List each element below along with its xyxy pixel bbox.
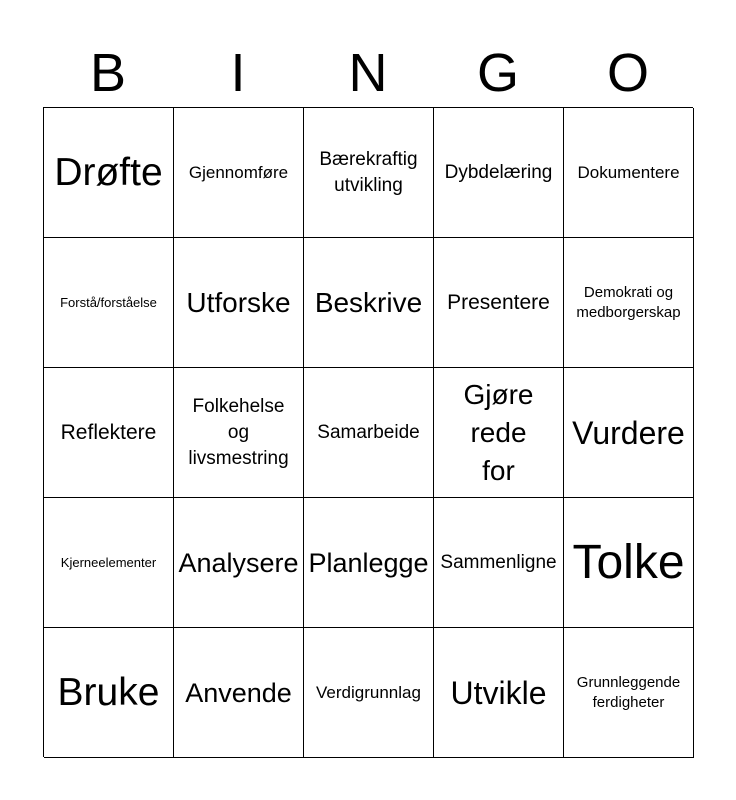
bingo-cell: Tolke xyxy=(564,498,694,628)
bingo-cell: Kjerneelementer xyxy=(44,498,174,628)
bingo-cell: Drøfte xyxy=(44,108,174,238)
bingo-cell: Beskrive xyxy=(304,238,434,368)
bingo-cell: Dybdelæring xyxy=(434,108,564,238)
bingo-cell: Planlegge xyxy=(304,498,434,628)
header-letter-b: B xyxy=(89,43,127,103)
bingo-cell: Gjennomføre xyxy=(174,108,304,238)
header-letter-o: O xyxy=(606,43,649,103)
header-letter-n: N xyxy=(348,43,388,103)
bingo-cell: Grunnleggende ferdigheter xyxy=(564,628,694,758)
bingo-cell: Demokrati og medborgerskap xyxy=(564,238,694,368)
bingo-cell: Analysere xyxy=(174,498,304,628)
bingo-cell: Vurdere xyxy=(564,368,694,498)
bingo-cell: Utvikle xyxy=(434,628,564,758)
bingo-cell: Dokumentere xyxy=(564,108,694,238)
bingo-cell: Anvende xyxy=(174,628,304,758)
bingo-cell xyxy=(174,368,304,498)
bingo-header xyxy=(43,38,693,108)
bingo-cell: Bruke xyxy=(44,628,174,758)
bingo-cell-text: Gjøre rede for xyxy=(463,378,534,486)
bingo-cell: Forstå/forståelse xyxy=(44,238,174,368)
bingo-cell: Verdigrunnlag xyxy=(304,628,434,758)
bingo-cell: Reflektere xyxy=(44,368,174,498)
bingo-cell xyxy=(434,368,564,498)
bingo-cell: Presentere xyxy=(434,238,564,368)
header-letter-i: I xyxy=(230,43,246,103)
bingo-cell-text: Folkehelse og livsmestring xyxy=(188,395,289,469)
bingo-cell: Bærekraftig utvikling xyxy=(304,108,434,238)
bingo-cell: Samarbeide xyxy=(304,368,434,498)
bingo-grid xyxy=(43,107,693,757)
bingo-cell: Sammenligne xyxy=(434,498,564,628)
bingo-cell: Utforske xyxy=(174,238,304,368)
header-letter-g: G xyxy=(476,43,519,103)
